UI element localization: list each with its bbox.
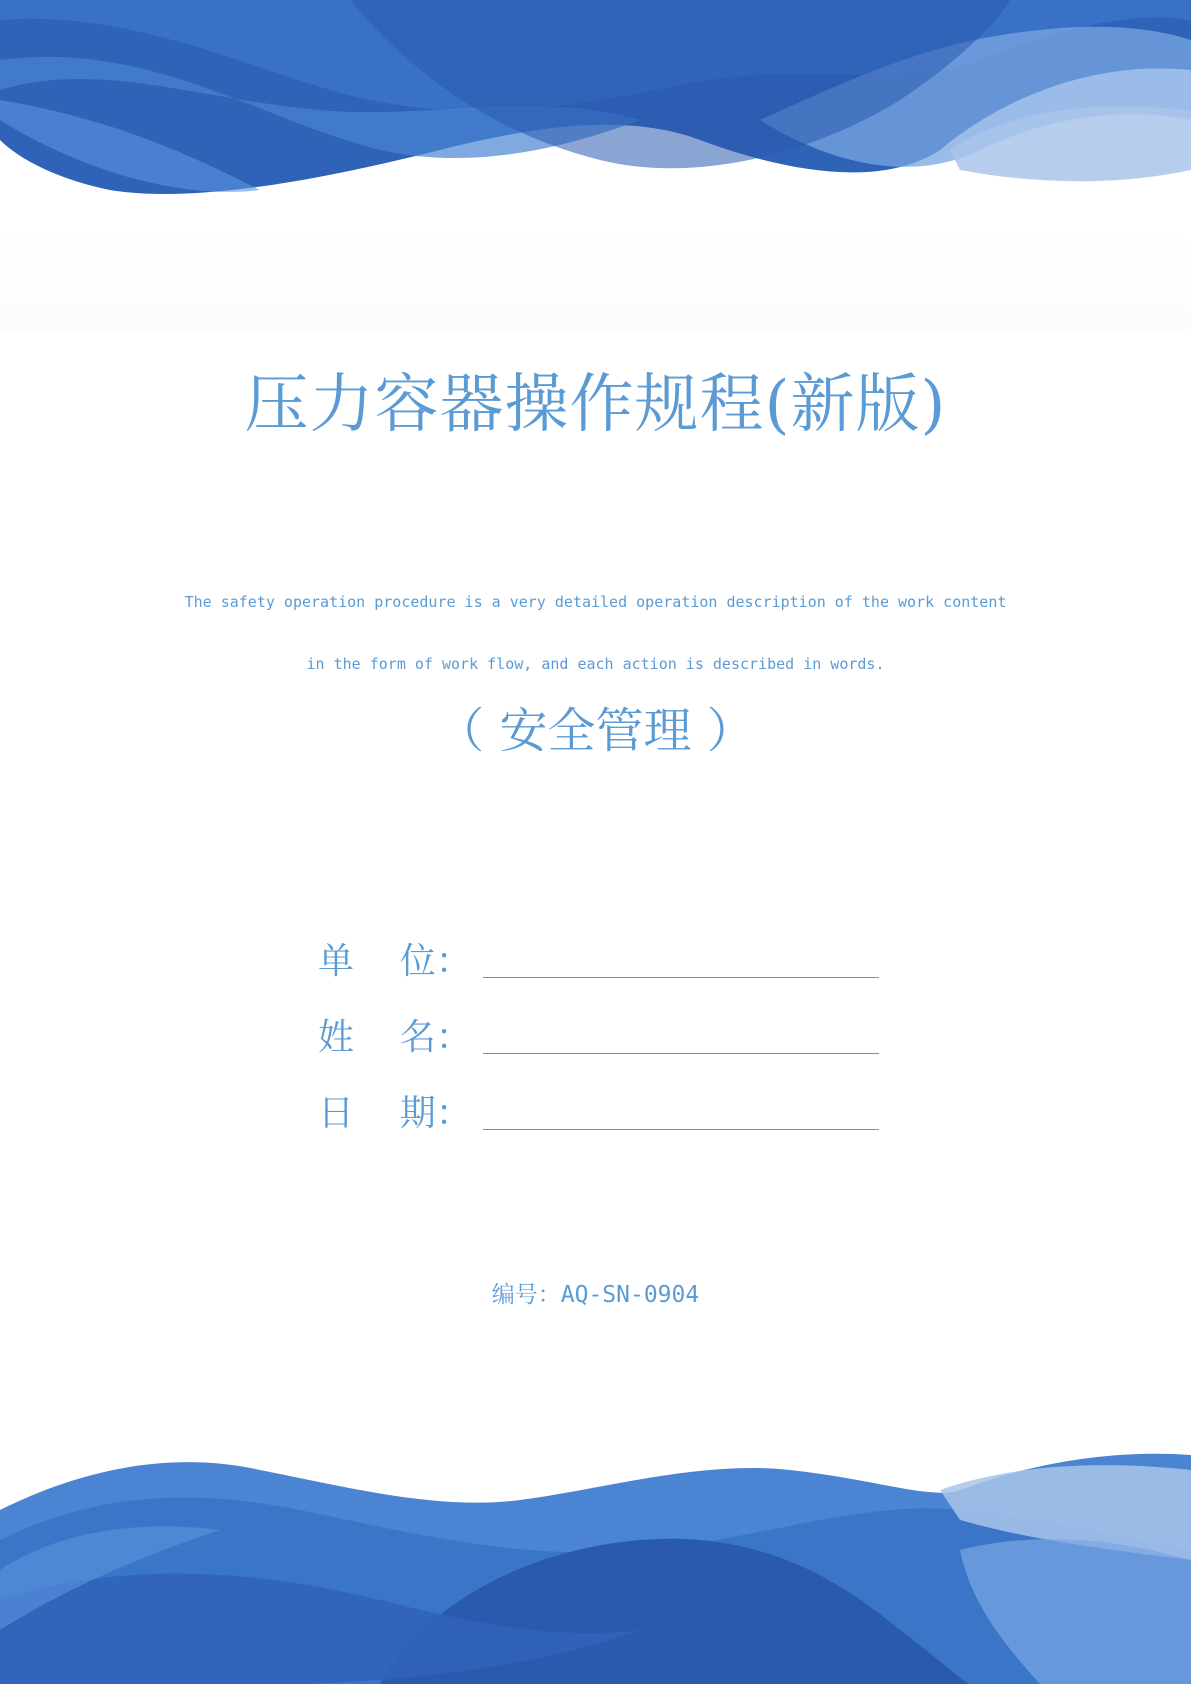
top-wave-decoration [0,0,1191,330]
subtitle-line-2: in the form of work flow, and each action is described in words. [306,655,885,673]
date-field-row [318,1089,878,1139]
unit-field-underline[interactable] [483,977,879,978]
date-field-label: 日 期： [318,1093,472,1134]
document-title: 压力容器操作规程(新版) [244,368,947,442]
category-label: （ 安全管理 ） [436,703,755,759]
document-number: 编号：AQ-SN-0904 [491,1282,700,1308]
name-field-label: 姓 名： [318,1017,472,1058]
bottom-wave-decoration [0,1430,1191,1684]
unit-field-row [318,937,878,987]
unit-field-label: 单 位： [318,941,472,982]
subtitle-line-1: The safety operation procedure is a very detailed operation description of the work content [184,593,1007,611]
date-field-underline[interactable] [483,1129,879,1130]
name-field-underline[interactable] [483,1053,879,1054]
name-field-row [318,1013,878,1063]
